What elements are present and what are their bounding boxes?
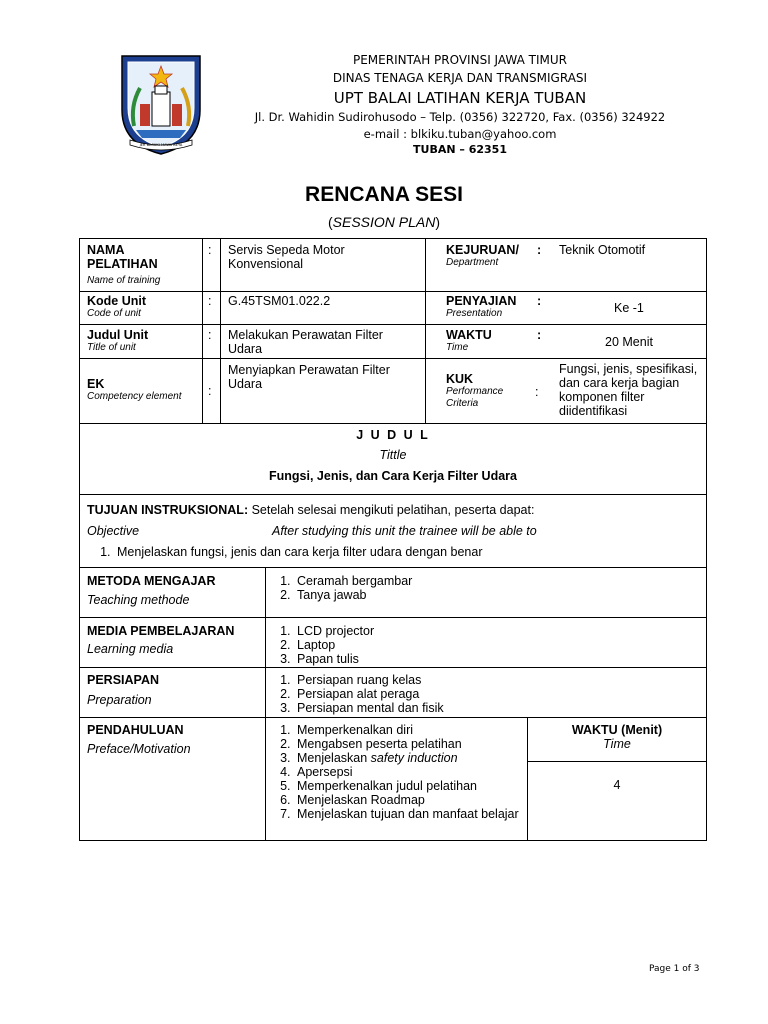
page-number: Page 1 of 3 [649, 964, 700, 974]
kejuruan-colon: : [537, 243, 542, 257]
list-item-italic: safety induction [370, 751, 458, 765]
judul-sublabel: Tittle [379, 448, 407, 462]
nama-pelatihan-label: NAMA PELATIHAN [87, 243, 158, 271]
nama-colon: : [208, 243, 212, 257]
kejuruan-label: KEJURUAN/ [446, 243, 519, 257]
letterhead-address: Jl. Dr. Wahidin Sudirohusodo – Telp. (0356) 322720, Fax. (0356) 324922 [254, 110, 666, 124]
list-item: 5. Memperkenalkan judul pelatihan [294, 779, 519, 793]
letterhead-institution: UPT BALAI LATIHAN KERJA TUBAN [333, 89, 587, 107]
ek-sublabel: Competency element [87, 391, 182, 402]
list-item: 1. Persiapan ruang kelas [294, 673, 444, 687]
judul-unit-value: Melakukan Perawatan Filter Udara [228, 328, 383, 356]
list-item: 2. Persiapan alat peraga [294, 687, 444, 701]
kejuruan-value: Teknik Otomotif [559, 243, 646, 257]
tujuan-line [87, 503, 534, 517]
list-item: 1. LCD projector [294, 624, 374, 638]
kejuruan-sublabel: Department [446, 257, 499, 268]
list-item: 1. Memperkenalkan diri [294, 723, 519, 737]
kuk-sublabel: Performance Criteria [446, 386, 504, 409]
letterhead-government: PEMERINTAH PROVINSI JAWA TIMUR [352, 53, 567, 67]
pendahuluan-label: PENDAHULUAN [87, 723, 184, 737]
list-item: 3. Papan tulis [294, 652, 374, 666]
document-title: RENCANA SESI [305, 183, 463, 206]
logo-motto: JER BASUKI MAWA BEYA [139, 143, 183, 147]
kode-unit-value: G.45TSM01.022.2 [228, 294, 331, 308]
objective-text: After studying this unit the trainee will be able to [272, 524, 537, 538]
penyajian-sublabel: Presentation [446, 308, 503, 319]
kuk-colon: : [535, 385, 539, 399]
ek-colon: : [208, 384, 212, 398]
judul-unit-sublabel: Title of unit [87, 342, 136, 353]
metoda-sublabel: Teaching methode [87, 593, 190, 607]
pendahuluan-list [268, 723, 519, 821]
judul-heading: J U D U L [356, 428, 430, 442]
penyajian-colon: : [537, 294, 542, 308]
persiapan-sublabel: Preparation [87, 693, 152, 707]
penyajian-value: Ke -1 [614, 301, 644, 315]
list-item: 1. Ceramah bergambar [294, 574, 412, 588]
waktu-value: 20 Menit [605, 335, 653, 349]
tujuan-text: Setelah selesai mengikuti pelatihan, peserta dapat: [251, 503, 535, 517]
list-item: 2. Mengabsen peserta pelatihan [294, 737, 519, 751]
objective-label: Objective [87, 524, 140, 538]
media-sublabel: Learning media [87, 642, 174, 656]
pendahuluan-waktu-label: WAKTU (Menit) [571, 723, 663, 737]
persiapan-list [268, 673, 444, 715]
ek-label: EK [87, 377, 105, 391]
pendahuluan-waktu-value: 4 [613, 778, 621, 792]
list-item: 1. Menjelaskan fungsi, jenis dan cara kerja filter udara dengan benar [114, 545, 483, 559]
kode-colon: : [208, 294, 212, 308]
judul-unit-label: Judul Unit [87, 328, 149, 342]
persiapan-label: PERSIAPAN [87, 673, 160, 687]
subtitle-open-paren: ( [327, 214, 333, 230]
kuk-value: Fungsi, jenis, spesifikasi, dan cara kerja bagian komponen filter diidentifikasi [559, 362, 698, 418]
list-item: 6. Menjelaskan Roadmap [294, 793, 519, 807]
list-item: 7. Menjelaskan tujuan dan manfaat belajar [294, 807, 519, 821]
list-item: 2. Laptop [294, 638, 374, 652]
waktu-sublabel: Time [446, 342, 469, 353]
media-label: MEDIA PEMBELAJARAN [87, 624, 235, 638]
subtitle-text: SESSION PLAN [332, 214, 436, 230]
letterhead-agency: DINAS TENAGA KERJA DAN TRANSMIGRASI [332, 71, 588, 85]
waktu-colon: : [537, 328, 542, 342]
list-item: 4. Apersepsi [294, 765, 519, 779]
tujuan-label: TUJUAN INSTRUKSIONAL: [87, 503, 249, 517]
document-subtitle [0, 214, 768, 230]
waktu-label: WAKTU [446, 328, 492, 342]
kode-unit-label: Kode Unit [87, 294, 147, 308]
letterhead [0, 0, 768, 165]
letterhead-email: e-mail : blkiku.tuban@yahoo.com [363, 127, 557, 141]
metoda-label: METODA MENGAJAR [87, 574, 216, 588]
pendahuluan-waktu-sublabel: Time [603, 737, 631, 751]
list-item-text: Menjelaskan [297, 751, 371, 765]
nama-pelatihan-sublabel: Name of training [87, 275, 161, 286]
metoda-list [268, 574, 412, 602]
ek-value: Menyiapkan Perawatan Filter Udara [228, 363, 390, 391]
tujuan-list [88, 545, 483, 559]
penyajian-label: PENYAJIAN [446, 294, 517, 308]
pendahuluan-sublabel: Preface/Motivation [87, 742, 191, 756]
kode-unit-sublabel: Code of unit [87, 308, 141, 319]
list-item [294, 751, 519, 765]
list-item: 3. Persiapan mental dan fisik [294, 701, 444, 715]
subtitle-close-paren: ) [435, 214, 441, 230]
judul-colon: : [208, 328, 212, 342]
list-item: 2. Tanya jawab [294, 588, 412, 602]
nama-pelatihan-value: Servis Sepeda Motor Konvensional [228, 243, 345, 271]
east-java-emblem-logo [118, 52, 204, 156]
judul-text: Fungsi, Jenis, dan Cara Kerja Filter Udara [269, 469, 517, 483]
media-list [268, 624, 374, 666]
kuk-label: KUK [446, 372, 474, 386]
letterhead-city: TUBAN – 62351 [413, 143, 507, 156]
